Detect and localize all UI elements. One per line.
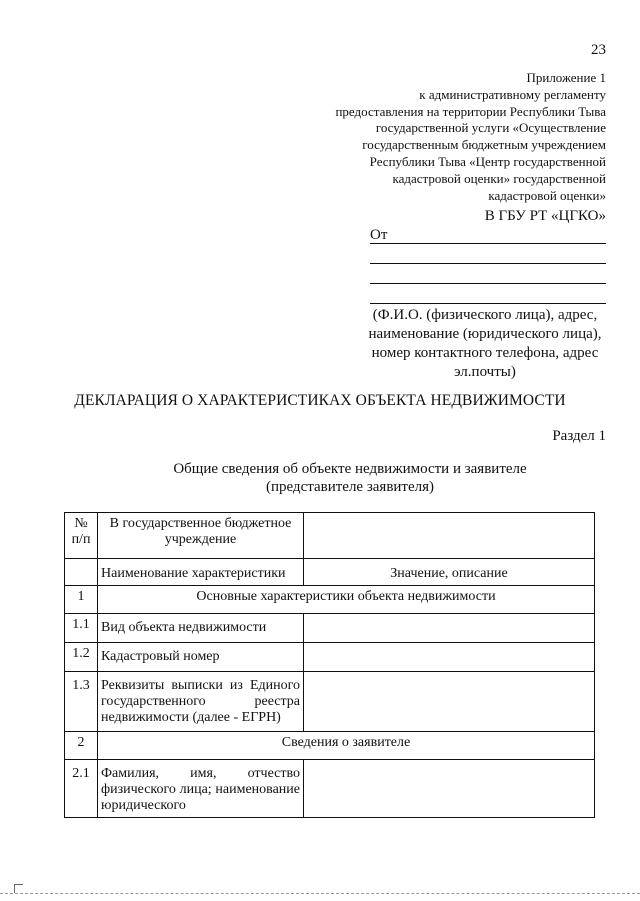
institution-label: В государственное бюджетное учреждение	[98, 513, 304, 559]
table-row	[65, 760, 595, 818]
section-subtitle	[100, 460, 600, 496]
characteristic-value[interactable]	[304, 672, 595, 732]
table-row	[65, 586, 595, 614]
row-number: 1	[65, 586, 98, 614]
declaration-table	[64, 512, 595, 818]
column-header-value: Значение, описание	[304, 559, 595, 586]
characteristic-name: Реквизиты выписки из Единого государственного реестра недвижимости (далее - ЕГРН)	[98, 672, 304, 732]
subtitle-line: Общие сведения об объекте недвижимости и заявителе	[173, 461, 527, 477]
characteristic-name: Вид объекта недвижимости	[98, 614, 304, 643]
page-number: 23	[591, 42, 606, 58]
recipient: В ГБУ РТ «ЦГКО»	[484, 208, 606, 224]
caption-line: эл.почты)	[454, 364, 516, 380]
appendix-line: государственной услуги «Осуществление	[375, 120, 606, 136]
section-label: Раздел 1	[552, 428, 606, 444]
appendix-header	[306, 70, 606, 204]
characteristic-value[interactable]	[304, 614, 595, 643]
scan-edge-line	[0, 893, 640, 894]
subtitle-line: (представителе заявителя)	[265, 479, 435, 495]
appendix-line: Республики Тыва «Центр государственной	[369, 153, 606, 169]
appendix-line: государственным бюджетным учреждением	[362, 137, 606, 153]
table-row	[65, 559, 595, 586]
document-title: ДЕКЛАРАЦИЯ О ХАРАКТЕРИСТИКАХ ОБЪЕКТА НЕДВИЖИМОСТИ	[74, 392, 566, 409]
institution-value[interactable]	[304, 513, 595, 559]
row-number: 1.1	[65, 614, 98, 643]
row-number: 2.1	[65, 760, 98, 818]
appendix-line: кадастровой оценки» государственной	[392, 170, 606, 186]
from-block	[370, 226, 606, 244]
from-fill-line-3	[370, 283, 606, 284]
caption-line: (Ф.И.О. (физического лица), адрес,	[372, 307, 598, 323]
table-row	[65, 643, 595, 672]
section-row-label: Сведения о заявителе	[98, 732, 595, 760]
scan-corner-mark	[14, 884, 23, 893]
row-number: 1.3	[65, 672, 98, 732]
table-row	[65, 732, 595, 760]
row-number: 1.2	[65, 643, 98, 672]
caption-line: наименование (юридического лица),	[368, 326, 602, 342]
caption-line: номер контактного телефона, адрес	[371, 345, 599, 361]
from-fill-line-4	[370, 303, 606, 304]
num-header: № п/п	[65, 513, 98, 559]
column-header-name: Наименование характеристики	[98, 559, 304, 586]
appendix-line: предоставления на территории Республики Тыва	[335, 103, 606, 119]
characteristic-name: Кадастровый номер	[98, 643, 304, 672]
from-caption	[360, 306, 610, 382]
characteristic-value[interactable]	[304, 760, 595, 818]
from-fill-line-2	[370, 263, 606, 264]
characteristic-value[interactable]	[304, 643, 595, 672]
from-fill-line-1	[370, 243, 606, 244]
row-number: 2	[65, 732, 98, 760]
table-row	[65, 513, 595, 559]
appendix-line: кадастровой оценки»	[488, 187, 606, 203]
appendix-line: к административному регламенту	[419, 86, 606, 102]
table-row	[65, 614, 595, 643]
section-row-label: Основные характеристики объекта недвижимости	[98, 586, 595, 614]
table-cell	[65, 559, 98, 586]
appendix-line: Приложение 1	[526, 70, 606, 85]
characteristic-name: Фамилия, имя, отчество физического лица; наименование юридического	[98, 760, 304, 818]
table-row	[65, 672, 595, 732]
from-label: От	[370, 227, 388, 243]
